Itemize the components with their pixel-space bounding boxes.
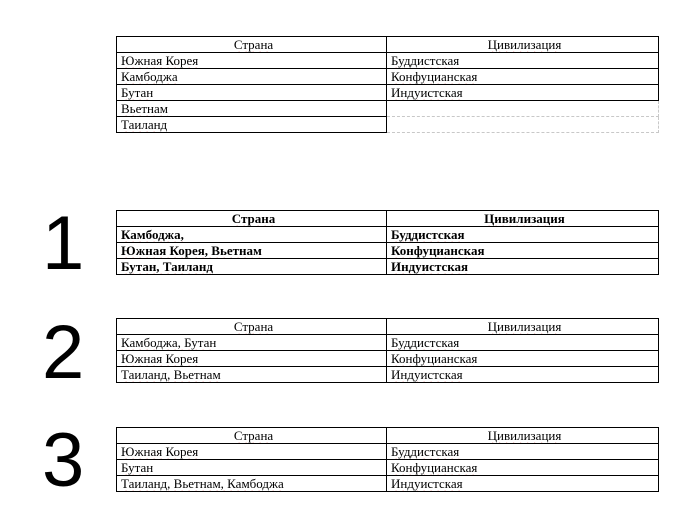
header-country-text: Страна [233,319,274,334]
country-cell [117,243,387,259]
option-3-table [116,427,659,492]
header-civilization-text: Цивилизация [484,211,565,226]
source-table [116,36,659,133]
country-cell [117,101,387,117]
country-cell [117,259,387,275]
option-number-2: 2 [42,310,85,395]
civilization-cell [387,476,659,492]
country-cell [117,367,387,383]
country-cell [117,69,387,85]
country-text: Камбоджа, Бутан [121,335,217,350]
table-row [117,69,659,85]
civilization-text: Конфуцианская [391,460,478,475]
header-country [117,428,387,444]
country-text: Южная Корея [121,53,199,68]
country-text: Таиланд [121,117,168,132]
civilization-cell [387,53,659,69]
civilization-cell [387,243,659,259]
country-cell [117,85,387,101]
country-cell [117,351,387,367]
table-row [117,259,659,275]
civilization-cell [387,85,659,101]
civilization-cell [387,335,659,351]
country-text: Бутан [121,460,154,475]
header-civilization-text: Цивилизация [487,319,562,334]
country-cell [117,335,387,351]
country-text: Бутан, Таиланд [121,259,214,274]
country-text: Бутан [121,85,154,100]
table-row [117,53,659,69]
civilization-text: Индуистская [391,476,463,491]
table-row [117,243,659,259]
empty-cell [387,117,659,133]
table-row [117,444,659,460]
civilization-cell [387,351,659,367]
civilization-text: Индуистская [391,259,469,274]
civilization-text: Буддистская [391,53,460,68]
country-text: Вьетнам [121,101,169,116]
table-header-row [117,211,659,227]
civilization-text: Конфуцианская [391,243,485,258]
option-1-table [116,210,659,275]
country-cell [117,53,387,69]
civilization-text: Конфуцианская [391,69,478,84]
table-row [117,367,659,383]
table-row [117,117,659,133]
country-text: Южная Корея, Вьетнам [121,243,262,258]
header-country [117,319,387,335]
country-cell [117,444,387,460]
table-header-row [117,37,659,53]
table-header-row [117,319,659,335]
header-country [117,211,387,227]
civilization-cell [387,460,659,476]
civilization-cell [387,367,659,383]
civilization-cell [387,444,659,460]
country-text: Таиланд, Вьетнам, Камбоджа [121,476,284,491]
header-country-text: Страна [233,37,274,52]
country-cell [117,460,387,476]
civilization-text: Буддистская [391,335,460,350]
header-country [117,37,387,53]
table-row [117,476,659,492]
table-row [117,85,659,101]
civilization-text: Индуистская [391,367,463,382]
empty-cell [387,101,659,117]
country-cell [117,476,387,492]
country-text: Южная Корея [121,444,199,459]
civilization-text: Индуистская [391,85,463,100]
option-2-table [116,318,659,383]
table-row [117,351,659,367]
header-country-text: Страна [233,428,274,443]
civilization-text: Буддистская [391,444,460,459]
civilization-cell [387,69,659,85]
table-row [117,101,659,117]
table-row [117,335,659,351]
header-civilization [387,37,659,53]
country-cell [117,117,387,133]
country-text: Камбоджа, [121,227,184,242]
header-civilization [387,319,659,335]
table-header-row [117,428,659,444]
country-text: Таиланд, Вьетнам [121,367,221,382]
civilization-cell [387,227,659,243]
table-row [117,460,659,476]
civilization-text: Конфуцианская [391,351,478,366]
country-text: Южная Корея [121,351,199,366]
header-civilization [387,211,659,227]
header-civilization-text: Цивилизация [487,37,562,52]
option-number-3: 3 [42,418,85,503]
table-row [117,227,659,243]
header-country-text: Страна [231,211,276,226]
civilization-cell [387,259,659,275]
country-text: Камбоджа [121,69,178,84]
header-civilization [387,428,659,444]
country-cell [117,227,387,243]
option-number-1: 1 [42,201,85,286]
header-civilization-text: Цивилизация [487,428,562,443]
civilization-text: Буддистская [391,227,465,242]
